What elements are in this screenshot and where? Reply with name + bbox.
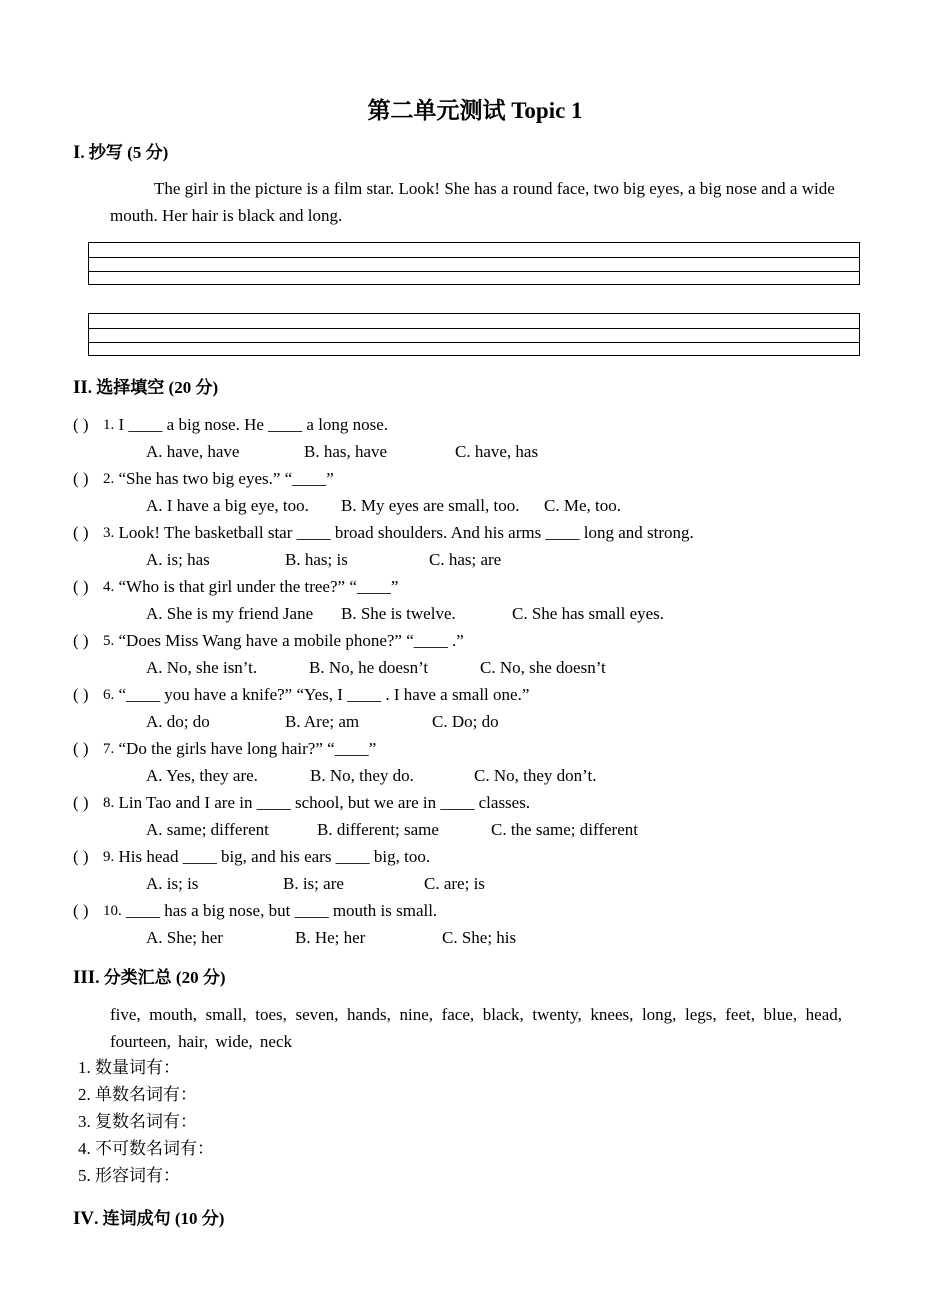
option-c: C. She has small eyes. (512, 604, 665, 623)
answer-blank[interactable]: ( ) (73, 685, 89, 704)
answer-blank[interactable]: ( ) (73, 469, 89, 488)
question-text: “Does Miss Wang have a mobile phone?” “____ .” (114, 631, 464, 650)
question-5 (73, 627, 464, 654)
question-number: 4. (103, 579, 115, 595)
question-number: 1. (103, 417, 115, 433)
option-c: C. No, they don’t. (474, 766, 597, 785)
option-a: A. same; different (146, 820, 269, 839)
option-a: A. have, have (146, 442, 240, 461)
writing-lines-1[interactable] (88, 242, 860, 285)
option-c: C. Do; do (432, 712, 499, 731)
answer-blank[interactable]: ( ) (73, 523, 89, 542)
question-number: 5. (103, 633, 115, 649)
section-4-number: IV (73, 1208, 95, 1229)
option-c: C. the same; different (491, 820, 638, 839)
section-1-title: . 抄写 (5 分) (80, 143, 169, 162)
question-1 (73, 411, 388, 438)
answer-blank[interactable]: ( ) (73, 577, 89, 596)
section-2-heading (73, 373, 218, 399)
option-b: B. My eyes are small, too. (341, 496, 520, 515)
question-2-options (146, 492, 846, 519)
option-a: A. is; is (146, 874, 199, 893)
option-a: A. No, she isn’t. (146, 658, 258, 677)
question-number: 2. (103, 471, 115, 487)
question-9 (73, 843, 430, 870)
option-a: A. Yes, they are. (146, 766, 258, 785)
answer-blank[interactable]: ( ) (73, 739, 89, 758)
question-2 (73, 465, 334, 492)
question-text: His head ____ big, and his ears ____ big, too. (114, 847, 431, 866)
question-number: 10. (103, 903, 122, 919)
section-2-title: . 选择填空 (20 分) (87, 378, 219, 397)
section-4-title: . 连词成句 (10 分) (94, 1209, 225, 1228)
question-text: “____ you have a knife?” “Yes, I ____ . I have a small one.” (114, 685, 530, 704)
question-number: 6. (103, 687, 115, 703)
option-a: A. I have a big eye, too. (146, 496, 309, 515)
category-singular-nouns: 2. 单数名词有： (78, 1085, 197, 1104)
section-3-title: . 分类汇总 (20 分) (95, 968, 226, 987)
question-text: I ____ a big nose. He ____ a long nose. (114, 415, 389, 434)
question-text: “Who is that girl under the tree?” “____” (114, 577, 399, 596)
question-number: 8. (103, 795, 115, 811)
question-7-options (146, 762, 846, 789)
section-1-heading (73, 138, 168, 164)
question-text: Look! The basketball star ____ broad shoulders. And his arms ____ long and strong. (114, 523, 694, 542)
question-10-options (146, 924, 846, 951)
question-8-options (146, 816, 846, 843)
question-1-options (146, 438, 846, 465)
option-b: B. No, he doesn’t (309, 658, 429, 677)
question-9-options (146, 870, 846, 897)
option-c: C. She; his (442, 928, 517, 947)
question-10 (73, 897, 437, 924)
question-3 (73, 519, 694, 546)
question-4-options (146, 600, 846, 627)
answer-blank[interactable]: ( ) (73, 901, 89, 920)
question-text: “She has two big eyes.” “____” (114, 469, 334, 488)
option-b: B. has, have (304, 442, 388, 461)
question-text: “Do the girls have long hair?” “____” (114, 739, 377, 758)
word-bank: five, mouth, small, toes, seven, hands, nine, face, black, twenty, knees, long, legs, feet, blue, head, fourteen, hair, wide, neck (110, 1005, 842, 1051)
category-numbers: 1. 数量词有： (78, 1058, 180, 1077)
answer-blank[interactable]: ( ) (73, 631, 89, 650)
option-c: C. Me, too. (544, 496, 621, 515)
option-b: B. She is twelve. (341, 604, 456, 623)
question-number: 7. (103, 741, 115, 757)
answer-blank[interactable]: ( ) (73, 415, 89, 434)
copy-passage-text: The girl in the picture is a film star. Look! She has a round face, two big eyes, a big nose and a wide mouth. Her hair is black and long. (110, 179, 835, 225)
section-3-heading (73, 963, 226, 989)
question-7 (73, 735, 376, 762)
category-adjectives: 5. 形容词有： (78, 1166, 180, 1185)
option-a: A. She is my friend Jane (146, 604, 314, 623)
option-c: C. are; is (424, 874, 485, 893)
option-b: B. different; same (317, 820, 439, 839)
question-5-options (146, 654, 846, 681)
question-6-options (146, 708, 846, 735)
question-6 (73, 681, 529, 708)
option-a: A. She; her (146, 928, 223, 947)
copy-passage (110, 175, 842, 229)
question-8 (73, 789, 530, 816)
section-3-number: III (73, 967, 96, 988)
option-b: B. has; is (285, 550, 348, 569)
option-a: A. is; has (146, 550, 210, 569)
question-4 (73, 573, 398, 600)
question-number: 3. (103, 525, 115, 541)
option-b: B. He; her (295, 928, 366, 947)
answer-blank[interactable]: ( ) (73, 847, 89, 866)
question-text: Lin Tao and I are in ____ school, but we are in ____ classes. (114, 793, 531, 812)
page-title: 第二单元测试 Topic 1 (367, 98, 583, 123)
option-b: B. No, they do. (310, 766, 414, 785)
section-1-number: I (73, 142, 81, 163)
option-c: C. have, has (455, 442, 539, 461)
question-number: 9. (103, 849, 115, 865)
category-plural-nouns: 3. 复数名词有： (78, 1112, 197, 1131)
option-c: C. No, she doesn’t (480, 658, 606, 677)
answer-blank[interactable]: ( ) (73, 793, 89, 812)
question-3-options (146, 546, 846, 573)
writing-lines-2[interactable] (88, 313, 860, 356)
section-2-number: II (73, 377, 88, 398)
option-b: B. Are; am (285, 712, 360, 731)
section-4-heading (73, 1204, 224, 1230)
category-uncountable-nouns: 4. 不可数名词有： (78, 1139, 214, 1158)
question-text: ____ has a big nose, but ____ mouth is small. (121, 901, 438, 920)
option-a: A. do; do (146, 712, 210, 731)
option-c: C. has; are (429, 550, 502, 569)
option-b: B. is; are (283, 874, 344, 893)
